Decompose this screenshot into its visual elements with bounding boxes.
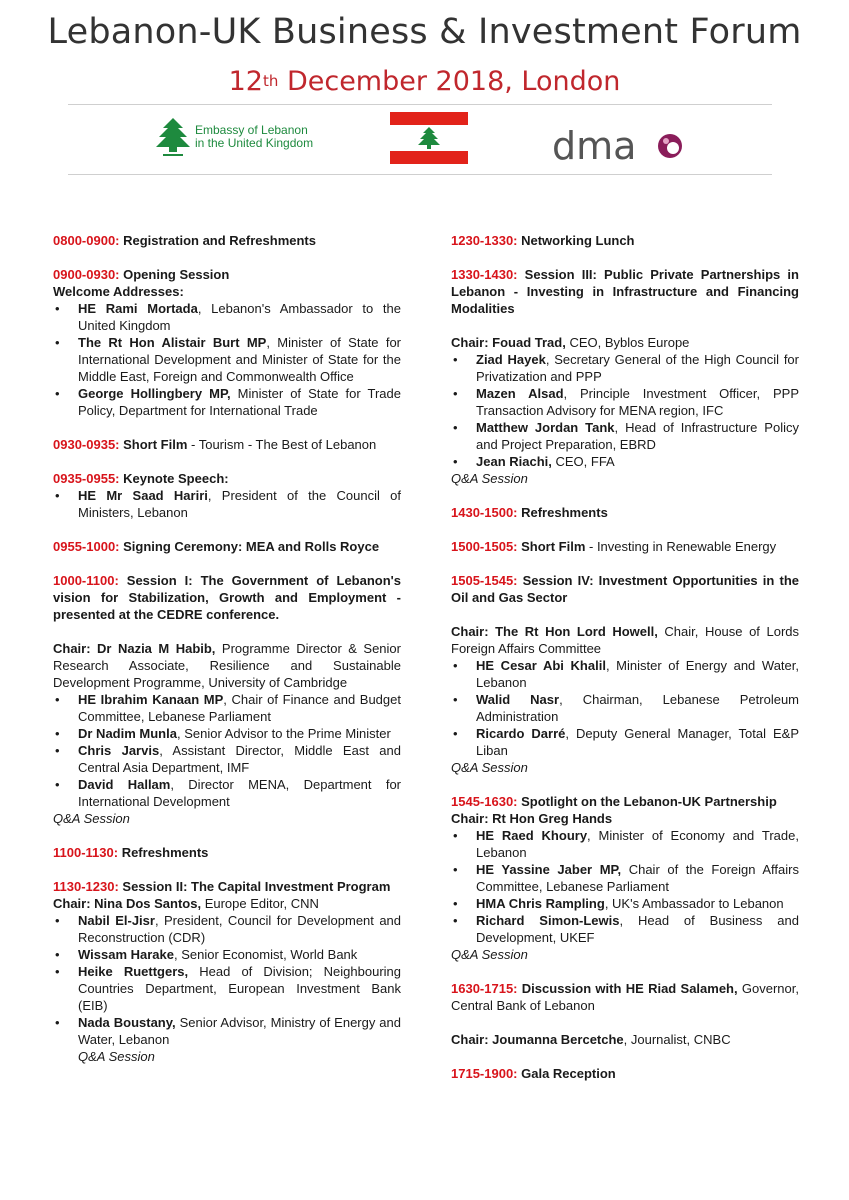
- list-item: • Ricardo Darré, Deputy General Manager, Total E&P Liban: [451, 725, 799, 759]
- speaker-list: [451, 351, 799, 470]
- list-item: • HMA Chris Rampling, UK's Ambassador to Lebanon: [451, 895, 799, 912]
- event-date: 12th December 2018, London: [228, 66, 621, 97]
- page-title: Lebanon-UK Business & Investment Forum: [47, 12, 802, 52]
- embassy-line-1: Embassy of Lebanon: [195, 123, 308, 137]
- lebanon-flag-icon: [390, 112, 468, 164]
- agenda-item: 1500-1505: Short Film - Investing in Renewable Energy: [451, 539, 777, 554]
- list-item: • HE Raed Khoury, Minister of Economy and Trade, Lebanon: [451, 827, 799, 861]
- list-item: • Ziad Hayek, Secretary General of the High Council for Privatization and PPP: [451, 351, 799, 385]
- logo-strip: [0, 108, 849, 168]
- agenda-item: 1100-1130: Refreshments: [53, 845, 209, 860]
- speaker-list: [53, 487, 401, 521]
- agenda-item: 1715-1900: Gala Reception: [451, 1066, 616, 1081]
- list-item: • HE Yassine Jaber MP, Chair of the Foreign Affairs Committee, Lebanese Parliament: [451, 861, 799, 895]
- dma-logo: [552, 126, 692, 166]
- agenda-item: 0900-0930: Opening Session Welcome Addresses: • HE Rami Mortada, Lebanon's Ambassador to the United Kingdom • The Rt Hon Alistair Burt MP, Minister of State for International Development and Minister of State for the Middle East, Foreign and Commonwealth Office • George Hollingbery MP, Minister of State for Trade Policy, Department for International Trade: [53, 266, 401, 419]
- cedar-icon: [155, 116, 191, 162]
- agenda-item: 0955-1000: Signing Ceremony: MEA and Rolls Royce: [53, 539, 380, 554]
- agenda-item: 1000-1100: Session I: The Government of Lebanon's vision for Stabilization, Growth and Employment - presented at the CEDRE conference. Chair: Dr Nazia M Habib, Programme Director & Senior Research Associate, Resilience and Sustainable Development Programme, University of Cambridge • HE Ibrahim Kanaan MP, Chair of Finance and Budget Committee, Lebanese Parliament • Dr Nadim Munla, Senior Advisor to the Prime Minister • Chris Jarvis, Assistant Director, Middle East and Central Asia Department, IMF • David Hallam, Director MENA, Department for International Development Q&A Session: [53, 572, 401, 827]
- speaker-list: [53, 691, 401, 810]
- qa-label: Q&A Session: [451, 760, 528, 775]
- agenda-item: 1505-1545: Session IV: Investment Opportunities in the Oil and Gas Sector Chair: The Rt Hon Lord Howell, Chair, House of Lords Foreign Affairs Committee • HE Cesar Abi Khalil, Minister of Energy and Water, Lebanon • Walid Nasr, Chairman, Lebanese Petroleum Administration • Ricardo Darré, Deputy General Manager, Total E&P Liban Q&A Session: [451, 572, 799, 776]
- list-item: • The Rt Hon Alistair Burt MP, Minister of State for International Development and Minister of State for the Middle East, Foreign and Commonwealth Office: [53, 334, 401, 385]
- list-item: • Dr Nadim Munla, Senior Advisor to the Prime Minister: [53, 725, 401, 742]
- list-item: • Nabil El-Jisr, President, Council for Development and Reconstruction (CDR): [53, 912, 401, 946]
- agenda-item: 1545-1630: Spotlight on the Lebanon-UK Partnership Chair: Rt Hon Greg Hands • HE Raed Khoury, Minister of Economy and Trade, Lebanon • HE Yassine Jaber MP, Chair of the Foreign Affairs Committee, Lebanese Parliament • HMA Chris Rampling, UK's Ambassador to Lebanon • Richard Simon-Lewis, Head of Business and Development, UKEF Q&A Session: [451, 793, 799, 963]
- list-item: • Chris Jarvis, Assistant Director, Middle East and Central Asia Department, IMF: [53, 742, 401, 776]
- list-item: • HE Rami Mortada, Lebanon's Ambassador to the United Kingdom: [53, 300, 401, 334]
- list-item: • Richard Simon-Lewis, Head of Business and Development, UKEF: [451, 912, 799, 946]
- qa-label: Q&A Session: [451, 947, 528, 962]
- agenda-item: 0930-0935: Short Film - Tourism - The Best of Lebanon: [53, 437, 377, 452]
- qa-label: Q&A Session: [53, 811, 130, 826]
- list-item: • Matthew Jordan Tank, Head of Infrastructure Policy and Project Preparation, EBRD: [451, 419, 799, 453]
- list-item: • Walid Nasr, Chairman, Lebanese Petroleum Administration: [451, 691, 799, 725]
- list-item: • Nada Boustany, Senior Advisor, Ministry of Energy and Water, Lebanon: [53, 1014, 401, 1048]
- agenda-item: 1330-1430: Session III: Public Private Partnerships in Lebanon - Investing in Infrastructure and Financing Modalities Chair: Fouad Trad, CEO, Byblos Europe • Ziad Hayek, Secretary General of the High Council for Privatization and PPP • Mazen Alsad, Principle Investment Officer, PPP Transaction Advisory for MENA region, IFC • Matthew Jordan Tank, Head of Infrastructure Policy and Project Preparation, EBRD • Jean Riachi, CEO, FFA Q&A Session: [451, 266, 799, 487]
- embassy-line-2: in the United Kingdom: [195, 136, 314, 150]
- embassy-logo: [155, 116, 315, 162]
- list-item: • Wissam Harake, Senior Economist, World Bank: [53, 946, 401, 963]
- list-item: • George Hollingbery MP, Minister of State for Trade Policy, Department for International Trade: [53, 385, 401, 419]
- dma-wordmark: dma: [552, 126, 637, 166]
- qa-label: Q&A Session: [451, 471, 528, 486]
- speaker-list: [451, 827, 799, 946]
- agenda-item: 0935-0955: Keynote Speech: • HE Mr Saad Hariri, President of the Council of Ministers, Lebanon: [53, 470, 401, 521]
- agenda-item: 1230-1330: Networking Lunch: [451, 233, 635, 248]
- agenda-right-column: [451, 232, 799, 1099]
- list-item: • Mazen Alsad, Principle Investment Officer, PPP Transaction Advisory for MENA region, IFC: [451, 385, 799, 419]
- list-item: • HE Ibrahim Kanaan MP, Chair of Finance and Budget Committee, Lebanese Parliament: [53, 691, 401, 725]
- list-item: • David Hallam, Director MENA, Department for International Development: [53, 776, 401, 810]
- speaker-list: [53, 912, 401, 1048]
- list-item: • Heike Ruettgers, Head of Division; Neighbouring Countries Department, European Investment Bank (EIB): [53, 963, 401, 1014]
- agenda-left-column: [53, 232, 401, 1082]
- speaker-list: [451, 657, 799, 759]
- agenda-item: 1430-1500: Refreshments: [451, 505, 608, 520]
- header-divider: [68, 104, 772, 105]
- agenda-item: 1130-1230: Session II: The Capital Investment Program Chair: Nina Dos Santos, Europe Editor, CNN • Nabil El-Jisr, President, Council for Development and Reconstruction (CDR) • Wissam Harake, Senior Economist, World Bank • Heike Ruettgers, Head of Division; Neighbouring Countries Department, European Investment Bank (EIB) • Nada Boustany, Senior Advisor, Ministry of Energy and Water, Lebanon Q&A Session: [53, 878, 401, 1065]
- agenda-item: 0800-0900: Registration and Refreshments: [53, 233, 316, 248]
- list-item: • HE Cesar Abi Khalil, Minister of Energy and Water, Lebanon: [451, 657, 799, 691]
- list-item: • Jean Riachi, CEO, FFA: [451, 453, 799, 470]
- agenda-item: 1630-1715: Discussion with HE Riad Salameh, Governor, Central Bank of Lebanon Chair: Joumanna Bercetche, Journalist, CNBC: [451, 981, 799, 1047]
- list-item: • HE Mr Saad Hariri, President of the Council of Ministers, Lebanon: [53, 487, 401, 521]
- qa-label: Q&A Session: [78, 1049, 155, 1064]
- logo-divider: [68, 174, 772, 175]
- speaker-list: [53, 300, 401, 419]
